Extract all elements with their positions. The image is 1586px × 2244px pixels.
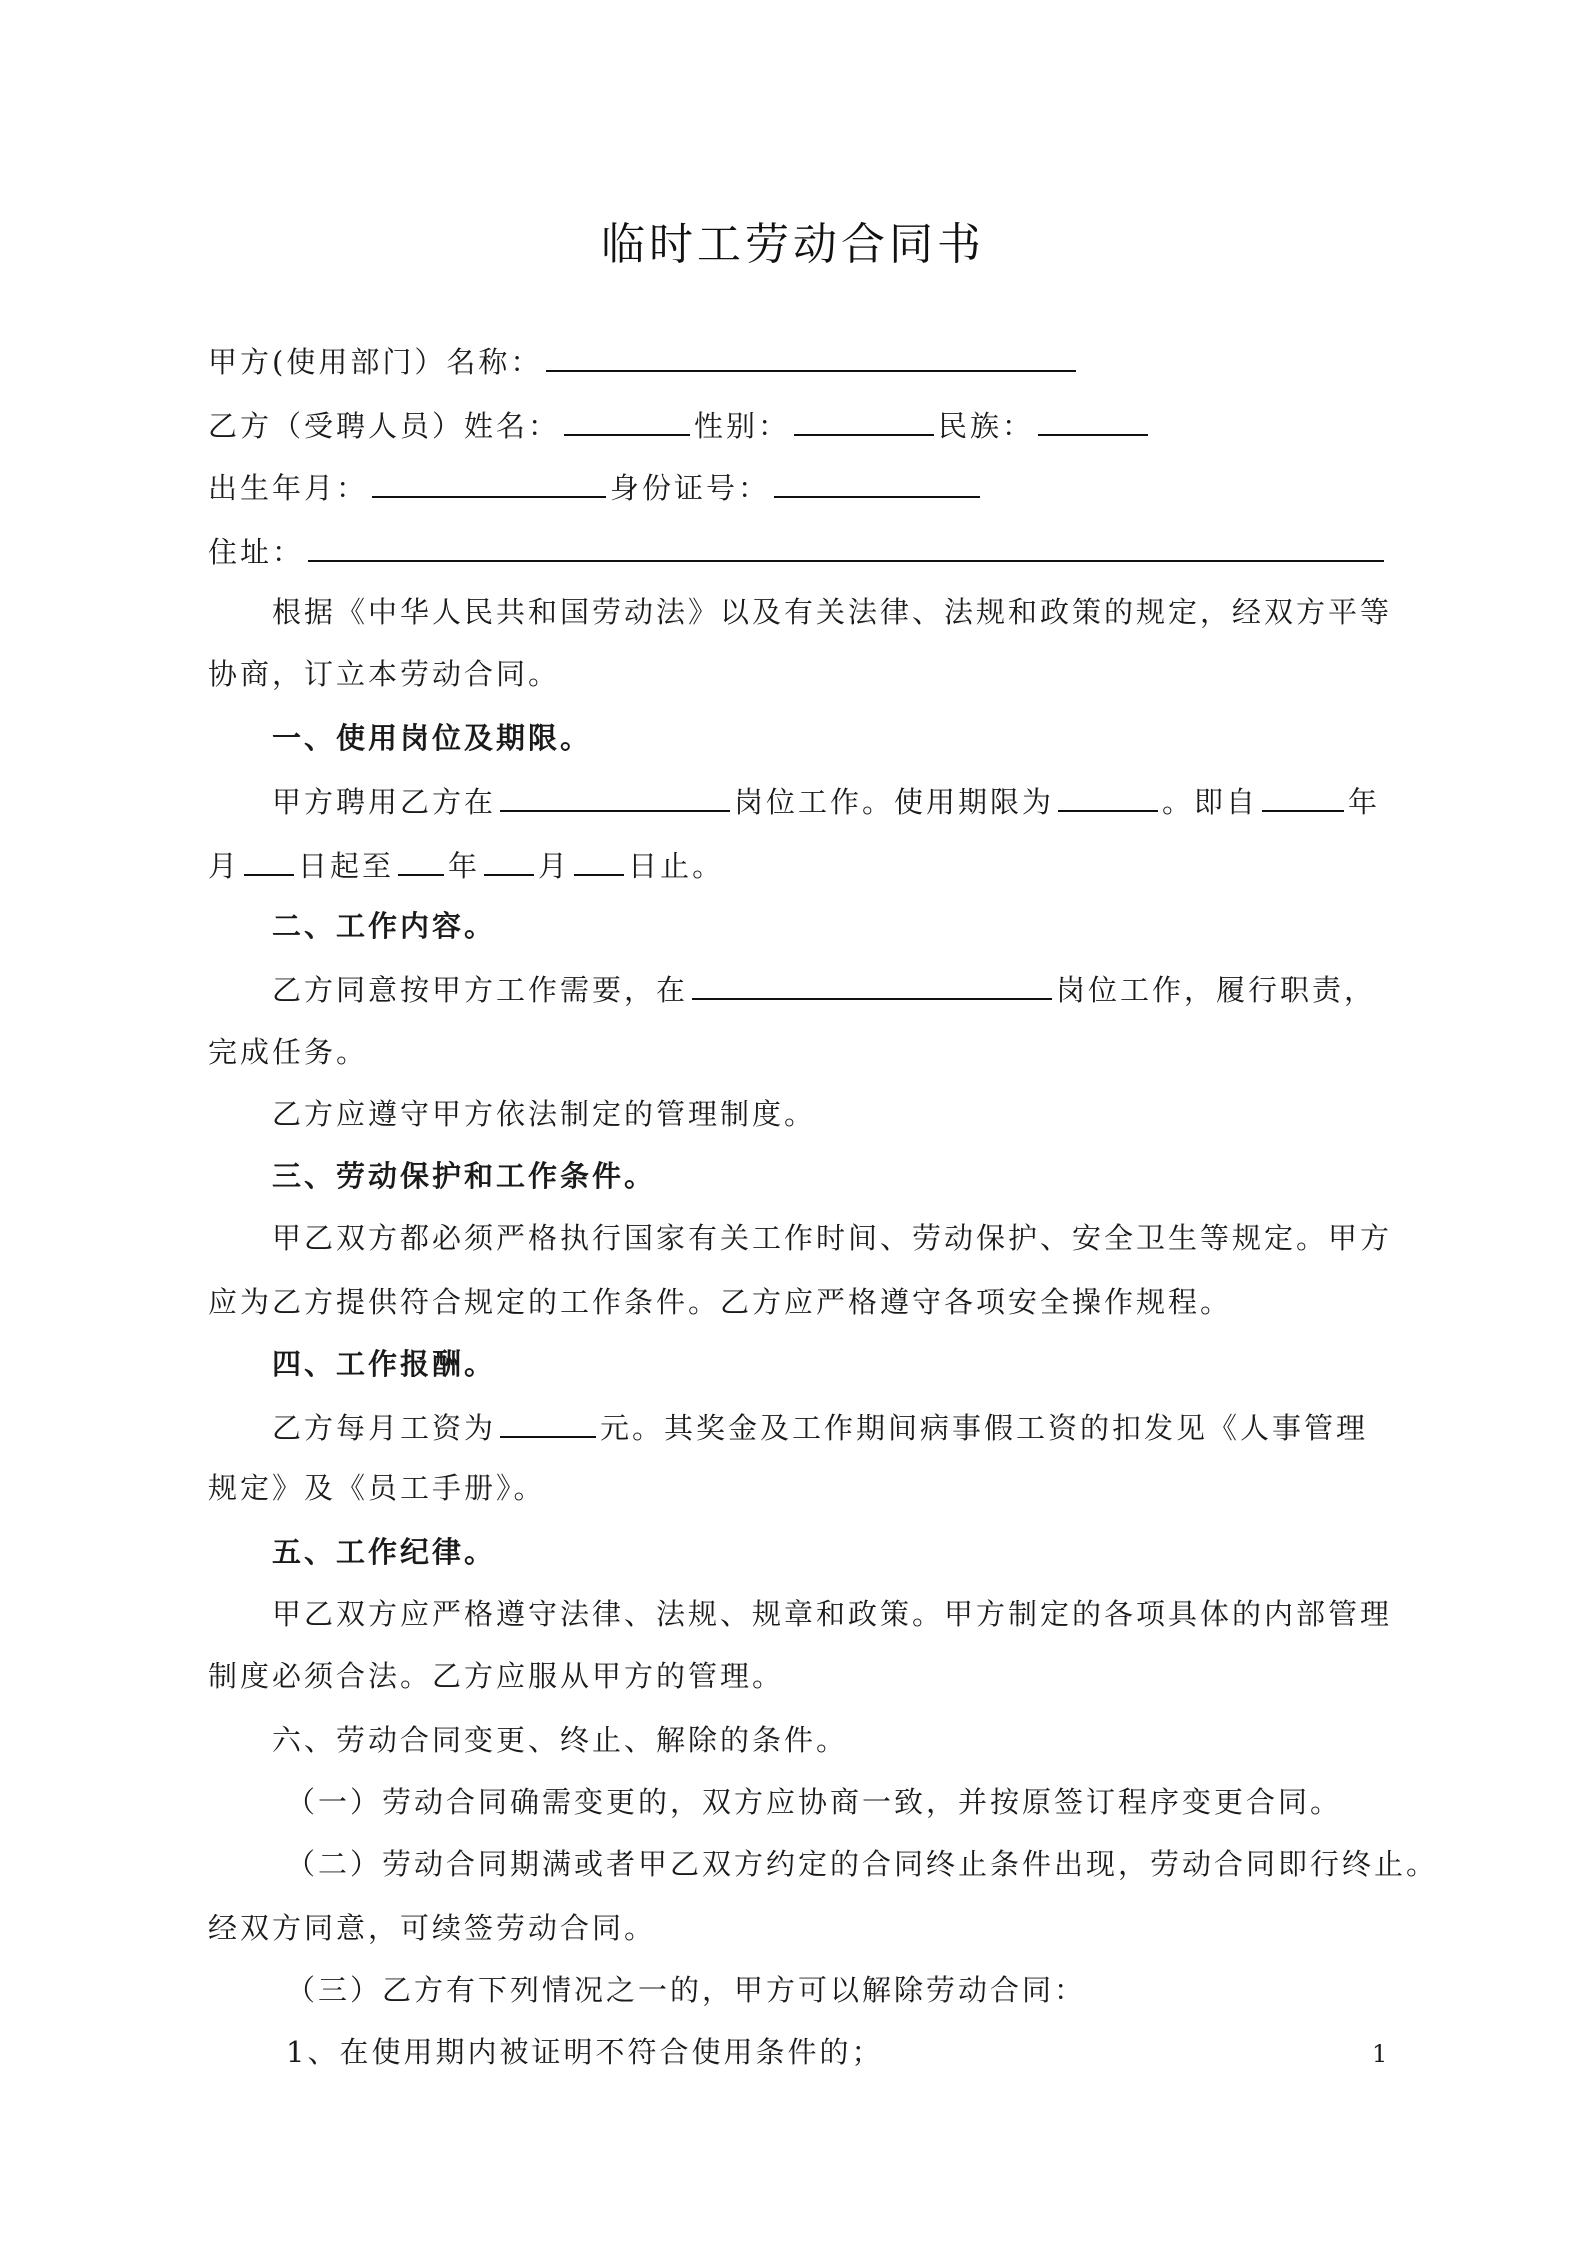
preamble-line-2: 协商，订立本劳动合同。: [208, 657, 561, 691]
s1-text-c: 。即自: [1162, 785, 1259, 819]
s4-text-a: 乙方每月工资为: [272, 1411, 497, 1445]
section-6-item-3-1: 1、在使用期内被证明不符合使用条件的；: [286, 2035, 884, 2069]
s2-text-b: 岗位工作，履行职责，: [1056, 973, 1377, 1007]
end-month-field[interactable]: [484, 844, 534, 876]
birth-label: 出生年月：: [208, 471, 369, 505]
start-year-field[interactable]: [1262, 780, 1344, 812]
section-6-heading: 六、劳动合同变更、终止、解除的条件。: [272, 1723, 849, 1757]
id-number-label: 身份证号：: [610, 471, 771, 505]
party-a-line: [208, 340, 1080, 380]
party-b-label: 乙方（受聘人员）姓名：: [208, 409, 561, 443]
section-5-heading: 五、工作纪律。: [272, 1535, 497, 1569]
address-field[interactable]: [308, 530, 1384, 562]
s1-text-a: 甲方聘用乙方在: [272, 785, 497, 819]
term-field[interactable]: [1058, 780, 1158, 812]
party-a-name-field[interactable]: [546, 340, 1076, 372]
ethnicity-field[interactable]: [1038, 404, 1148, 436]
party-b-line: [208, 404, 1152, 444]
section-6-item-3: （三）乙方有下列情况之一的，甲方可以解除劳动合同：: [286, 1973, 1087, 2007]
section-6-item-2-line-1: （二）劳动合同期满或者甲乙双方约定的合同终止条件出现，劳动合同即行终止。: [286, 1847, 1439, 1881]
preamble-line-1: 根据《中华人民共和国劳动法》以及有关法律、法规和政策的规定，经双方平等: [272, 595, 1393, 629]
section-4-line-1: [272, 1406, 1368, 1446]
end-year-field[interactable]: [398, 844, 444, 876]
section-3-line-1: 甲乙双方都必须严格执行国家有关工作时间、劳动保护、安全卫生等规定。甲方: [272, 1221, 1393, 1255]
gender-field[interactable]: [794, 404, 934, 436]
section-3-line-2: 应为乙方提供符合规定的工作条件。乙方应严格遵守各项安全操作规程。: [208, 1285, 1233, 1319]
section-2-line-3: 乙方应遵守甲方依法制定的管理制度。: [272, 1097, 817, 1131]
section-2-line-1: [272, 968, 1376, 1008]
s1-text-f: 日起至: [298, 849, 395, 883]
s1-text-e: 月: [208, 849, 241, 883]
section-3-heading: 三、劳动保护和工作条件。: [272, 1159, 657, 1193]
work-position-field[interactable]: [692, 968, 1052, 1000]
end-day-field[interactable]: [574, 844, 624, 876]
section-6-item-1: （一）劳动合同确需变更的，双方应协商一致，并按原签订程序变更合同。: [286, 1785, 1343, 1819]
section-1-line-1: [272, 780, 1380, 820]
id-number-field[interactable]: [774, 466, 980, 498]
party-a-label: 甲方(使用部门）名称：: [208, 345, 543, 379]
gender-label: 性别：: [694, 409, 791, 443]
address-line: [208, 530, 1388, 570]
position-field[interactable]: [500, 780, 730, 812]
birth-line: [208, 466, 984, 506]
start-month-field[interactable]: [244, 844, 294, 876]
s1-text-b: 岗位工作。使用期限为: [734, 785, 1055, 819]
s4-text-b: 元。其奖金及工作期间病事假工资的扣发见《人事管理: [600, 1411, 1369, 1445]
section-5-line-1: 甲乙双方应严格遵守法律、法规、规章和政策。甲方制定的各项具体的内部管理: [272, 1597, 1393, 1631]
section-4-line-2: 规定》及《员工手册》。: [208, 1471, 546, 1505]
section-5-line-2: 制度必须合法。乙方应服从甲方的管理。: [208, 1659, 785, 1693]
page-number: 1: [1372, 2040, 1388, 2068]
s1-text-d: 年: [1348, 785, 1381, 819]
section-4-heading: 四、工作报酬。: [272, 1347, 497, 1381]
s1-text-g: 年: [448, 849, 481, 883]
section-1-line-2: [208, 844, 724, 884]
ethnicity-label: 民族：: [938, 409, 1035, 443]
s1-text-h: 月: [538, 849, 571, 883]
section-2-line-2: 完成任务。: [208, 1035, 369, 1069]
section-6-item-2-line-2: 经双方同意，可续签劳动合同。: [208, 1911, 657, 1945]
document-title: 临时工劳动合同书: [601, 219, 985, 270]
section-2-heading: 二、工作内容。: [272, 909, 497, 943]
salary-field[interactable]: [500, 1406, 596, 1438]
party-b-name-field[interactable]: [564, 404, 690, 436]
birth-date-field[interactable]: [372, 466, 606, 498]
section-1-heading: 一、使用岗位及期限。: [272, 721, 593, 755]
s1-text-i: 日止。: [628, 849, 725, 883]
s2-text-a: 乙方同意按甲方工作需要，在: [272, 973, 689, 1007]
address-label: 住址：: [208, 535, 305, 569]
